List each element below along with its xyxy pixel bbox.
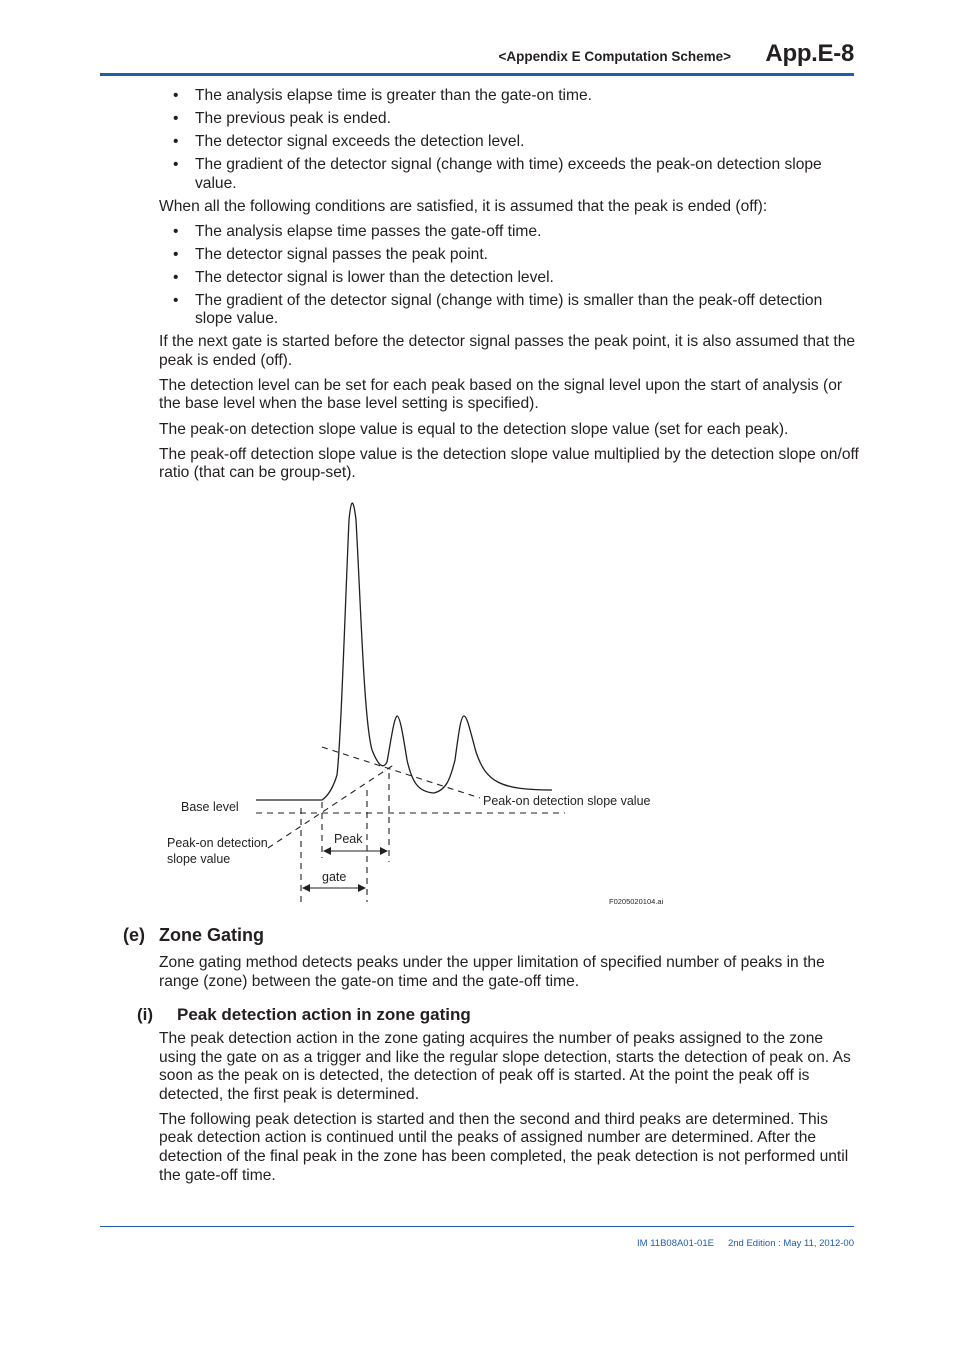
figure-file-id: F0205020104.ai — [609, 897, 664, 906]
peak-arrow-right-head — [380, 847, 388, 855]
list-item — [159, 87, 859, 106]
slope-label-right: Peak-on detection slope value — [483, 794, 651, 808]
section-i-paragraph-2: The following peak detection is started and then the second and third peaks are determined. This peak detection action is continued until the peaks of assigned number are determined. After the detection of the final peak in the zone has been completed, the peak detection is not performed until the gate-off time. — [159, 1110, 849, 1184]
bullet-icon: • — [173, 291, 179, 309]
detector-signal-curve — [256, 503, 552, 800]
list-item-text: The detector signal is lower than the detection level. — [195, 268, 554, 286]
section-i-paragraph-1: The peak detection action in the zone gating acquires the number of peaks assigned to the zone using the gate on as a trigger and like the regular slope detection, starts the detection of peak on. As soon as the peak on is detected, the detection of peak off is started. At the point the peak off is detected, the first peak is determined. — [159, 1030, 851, 1103]
slope-label-left-line1: Peak-on detection — [167, 836, 268, 850]
list-item — [159, 269, 859, 288]
list-item — [159, 156, 859, 193]
base-level-label: Base level — [181, 800, 239, 814]
list-item-text: The previous peak is ended. — [195, 109, 391, 127]
header-rule — [100, 73, 854, 76]
peak-on-conditions-list — [159, 87, 859, 193]
footer — [637, 1238, 854, 1249]
header-section-label: <Appendix E Computation Scheme> — [498, 49, 731, 64]
paragraph-peak-off-slope: The peak-off detection slope value is the detection slope value multiplied by the detection slope on/off ratio (that can be group-set). — [159, 445, 859, 482]
section-e-heading — [123, 925, 264, 946]
off-conditions-intro: When all the following conditions are satisfied, it is assumed that the peak is ended (off): — [159, 197, 768, 215]
list-item — [159, 110, 859, 129]
list-item-text: The detector signal exceeds the detection level. — [195, 132, 525, 150]
bullet-icon: • — [173, 222, 179, 240]
bullet-icon: • — [173, 155, 179, 173]
bullet-icon: • — [173, 87, 179, 104]
slope-label-left-line2: slope value — [167, 852, 231, 866]
footer-edition: 2nd Edition : May 11, 2012-00 — [727, 1238, 854, 1249]
page-number: App.E-8 — [765, 40, 854, 67]
peak-arrow-left-head — [323, 847, 331, 855]
peak-detection-figure — [150, 490, 710, 910]
section-i-body — [159, 1030, 859, 1192]
section-i-heading — [137, 1005, 471, 1025]
paragraph-detection-level: The detection level can be set for each peak based on the signal level upon the start of analysis (or the base level when the base level setting is specified). — [159, 376, 843, 413]
footer-rule — [100, 1226, 854, 1227]
list-item — [159, 133, 859, 152]
bullet-icon: • — [173, 132, 179, 150]
paragraph-peak-on-slope: The peak-on detection slope value is equal to the detection slope value (set for each peak). — [159, 420, 789, 438]
bullet-icon: • — [173, 245, 179, 263]
list-item — [159, 292, 859, 329]
gate-label: gate — [322, 870, 347, 884]
bullet-icon: • — [173, 268, 179, 286]
section-i-title: Peak detection action in zone gating — [177, 1005, 471, 1024]
body-content — [159, 87, 859, 489]
bullet-icon: • — [173, 109, 179, 127]
list-item-text: The detector signal passes the peak point. — [195, 245, 488, 263]
section-i-number: (i) — [137, 1005, 154, 1024]
footer-doc-id: IM 11B08A01-01E — [637, 1238, 714, 1249]
list-item-text: The analysis elapse time is greater than the gate-on time. — [195, 87, 592, 104]
list-item-text: The analysis elapse time passes the gate-off time. — [195, 222, 542, 240]
section-e-title: Zone Gating — [159, 925, 264, 945]
list-item-text: The gradient of the detector signal (change with time) exceeds the peak-on detection slope value. — [195, 155, 822, 192]
list-item-text: The gradient of the detector signal (change with time) is smaller than the peak-off detection slope value. — [195, 291, 823, 328]
list-item — [159, 223, 859, 242]
list-item — [159, 246, 859, 265]
peak-label: Peak — [334, 832, 363, 846]
paragraph-next-gate: If the next gate is started before the detector signal passes the peak point, it is also assumed that the peak is ended (off). — [159, 333, 856, 369]
peak-on-slope-line-left — [268, 764, 395, 848]
gate-arrow-left-head — [302, 884, 310, 892]
peak-off-conditions-list — [159, 223, 859, 329]
section-e-number: (e) — [123, 925, 145, 945]
gate-arrow-right-head — [358, 884, 366, 892]
peak-detection-diagram — [150, 490, 710, 910]
section-e-text: Zone gating method detects peaks under the upper limitation of specified number of peaks in the range (zone) between the gate-on time and the gate-off time. — [159, 954, 825, 990]
